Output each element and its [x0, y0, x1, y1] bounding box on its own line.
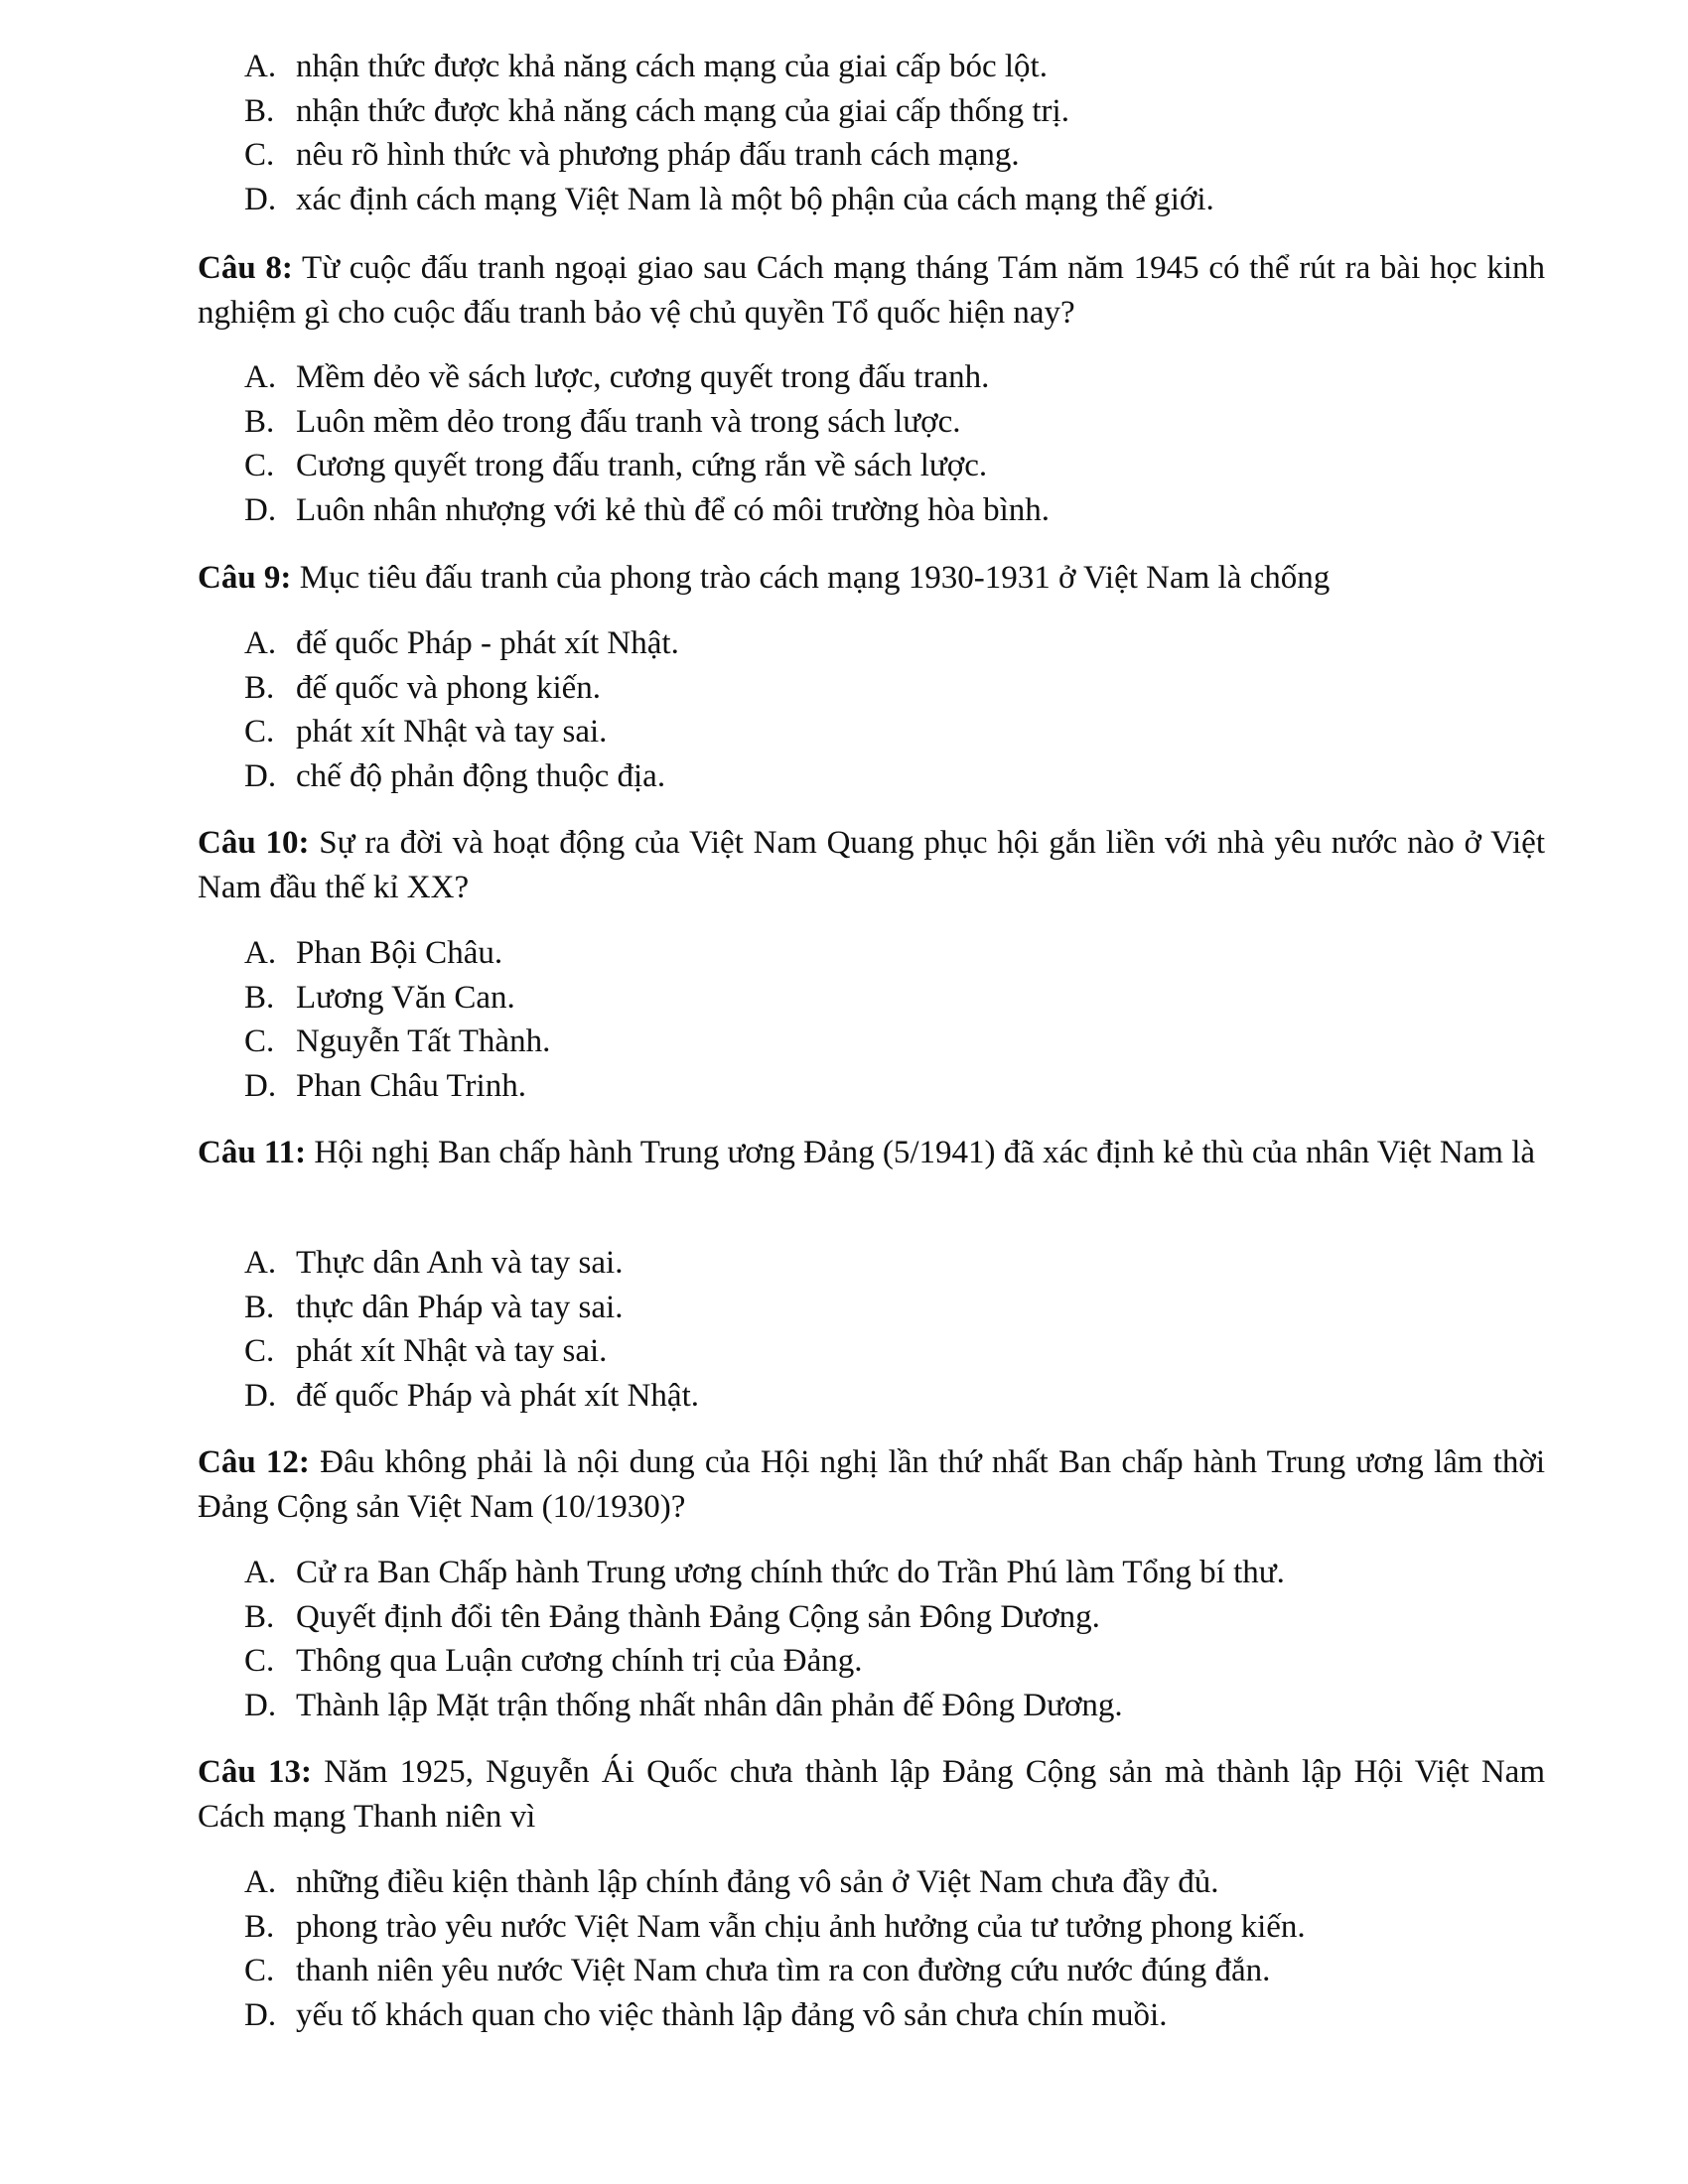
option-a — [244, 45, 1214, 89]
option-text: Thực dân Anh và tay sai. — [296, 1245, 624, 1281]
question-number: Câu 8: — [198, 250, 293, 286]
option-b — [244, 1905, 1306, 1950]
option-c — [244, 1329, 699, 1374]
option-d — [244, 1064, 550, 1109]
question-number: Câu 11: — [198, 1135, 307, 1170]
option-letter: C. — [244, 714, 275, 750]
option-letter: C. — [244, 1024, 275, 1059]
option-text: Phan Châu Trinh. — [296, 1067, 526, 1104]
question-8-options — [244, 355, 1050, 532]
option-a — [244, 1241, 699, 1286]
option-letter: C. — [244, 1643, 275, 1679]
option-text: chế độ phản động thuộc địa. — [296, 757, 666, 794]
option-d — [244, 1684, 1285, 1728]
option-text: phong trào yêu nước Việt Nam vẫn chịu ảnh hưởng của tư tưởng phong kiến. — [296, 1908, 1306, 1945]
option-letter: C. — [244, 1333, 275, 1369]
option-text: phát xít Nhật và tay sai. — [296, 714, 608, 750]
option-a — [244, 621, 679, 666]
option-text: Phan Bội Châu. — [296, 935, 503, 971]
option-letter: D. — [244, 1067, 277, 1104]
question-number: Câu 12: — [198, 1444, 310, 1480]
question-13 — [198, 1750, 1545, 1840]
option-c — [244, 133, 1214, 178]
question-text: Từ cuộc đấu tranh ngoại giao sau Cách mạng tháng Tám năm 1945 có thể rút ra bài học kinh nghiệm gì cho cuộc đấu tranh bảo vệ chủ quyền Tổ quốc hiện nay? — [198, 250, 1545, 331]
option-b — [244, 666, 679, 711]
question-text: Năm 1925, Nguyễn Ái Quốc chưa thành lập Đảng Cộng sản mà thành lập Hội Việt Nam Cách mạng Thanh niên vì — [198, 1754, 1545, 1835]
option-letter: B. — [244, 669, 275, 706]
option-a — [244, 1551, 1285, 1595]
option-b — [244, 1595, 1285, 1640]
option-text: đế quốc Pháp - phát xít Nhật. — [296, 625, 679, 661]
question-8 — [198, 246, 1545, 336]
option-a — [244, 931, 550, 976]
option-a — [244, 1860, 1306, 1905]
option-text: Mềm dẻo về sách lược, cương quyết trong đấu tranh. — [296, 359, 990, 395]
question-number: Câu 13: — [198, 1754, 312, 1790]
question-11 — [198, 1131, 1545, 1175]
option-text: Luôn mềm dẻo trong đấu tranh và trong sách lược. — [296, 403, 961, 440]
option-text: xác định cách mạng Việt Nam là một bộ phận của cách mạng thế giới. — [296, 181, 1214, 217]
option-d — [244, 178, 1214, 222]
option-text: Nguyễn Tất Thành. — [296, 1024, 551, 1059]
question-text: Mục tiêu đấu tranh của phong trào cách mạng 1930-1931 ở Việt Nam là chống — [299, 560, 1331, 596]
question-text: Sự ra đời và hoạt động của Việt Nam Quang phục hội gắn liền với nhà yêu nước nào ở Việt Nam đầu thế kỉ XX? — [198, 825, 1545, 905]
option-text: Thông qua Luận cương chính trị của Đảng. — [296, 1643, 863, 1679]
question-12-options — [244, 1551, 1285, 1727]
option-letter: B. — [244, 979, 275, 1016]
option-text: nhận thức được khả năng cách mạng của giai cấp thống trị. — [296, 92, 1069, 129]
question-number: Câu 9: — [198, 560, 292, 596]
option-text: phát xít Nhật và tay sai. — [296, 1333, 608, 1369]
option-d — [244, 1993, 1306, 2038]
question-7-options — [244, 45, 1214, 221]
option-text: yếu tố khách quan cho việc thành lập đảng vô sản chưa chín muồi. — [296, 1996, 1168, 2033]
option-letter: A. — [244, 1245, 277, 1281]
option-letter: C. — [244, 137, 275, 173]
option-text: nêu rõ hình thức và phương pháp đấu tranh cách mạng. — [296, 137, 1020, 173]
option-letter: D. — [244, 181, 277, 217]
option-letter: B. — [244, 1598, 275, 1635]
option-text: Thành lập Mặt trận thống nhất nhân dân phản đế Đông Dương. — [296, 1687, 1123, 1723]
option-text: nhận thức được khả năng cách mạng của giai cấp bóc lột. — [296, 49, 1048, 84]
option-letter: B. — [244, 1908, 275, 1945]
option-letter: D. — [244, 757, 277, 794]
option-letter: D. — [244, 1996, 277, 2033]
question-number: Câu 10: — [198, 825, 310, 861]
option-text: Luôn nhân nhượng với kẻ thù để có môi trường hòa bình. — [296, 491, 1051, 528]
option-text: Lương Văn Can. — [296, 979, 515, 1016]
option-letter: B. — [244, 403, 275, 440]
option-letter: A. — [244, 359, 277, 395]
option-b — [244, 976, 550, 1021]
option-c — [244, 1020, 550, 1064]
question-10 — [198, 821, 1545, 910]
question-12 — [198, 1440, 1545, 1530]
option-d — [244, 488, 1050, 533]
option-letter: A. — [244, 935, 277, 971]
option-letter: A. — [244, 625, 277, 661]
option-c — [244, 1949, 1306, 1993]
option-letter: C. — [244, 448, 275, 483]
option-c — [244, 444, 1050, 488]
question-9-options — [244, 621, 679, 798]
question-text: Hội nghị Ban chấp hành Trung ương Đảng (5/1941) đã xác định kẻ thù của nhân Việt Nam là — [314, 1135, 1536, 1170]
question-9 — [198, 556, 1545, 601]
option-letter: D. — [244, 1687, 277, 1723]
option-letter: B. — [244, 92, 275, 129]
option-text: thực dân Pháp và tay sai. — [296, 1289, 624, 1325]
option-text: những điều kiện thành lập chính đảng vô sản ở Việt Nam chưa đầy đủ. — [296, 1864, 1219, 1900]
option-letter: B. — [244, 1289, 275, 1325]
option-letter: D. — [244, 1377, 277, 1414]
option-text: Cử ra Ban Chấp hành Trung ương chính thức do Trần Phú làm Tổng bí thư. — [296, 1555, 1285, 1590]
question-11-options — [244, 1241, 699, 1418]
question-13-options — [244, 1860, 1306, 2037]
option-text: thanh niên yêu nước Việt Nam chưa tìm ra con đường cứu nước đúng đắn. — [296, 1953, 1271, 1988]
option-letter: A. — [244, 49, 277, 84]
option-text: Quyết định đổi tên Đảng thành Đảng Cộng sản Đông Dương. — [296, 1598, 1100, 1635]
option-c — [244, 710, 679, 754]
option-c — [244, 1639, 1285, 1684]
option-b — [244, 400, 1050, 445]
option-b — [244, 89, 1214, 134]
option-text: Cương quyết trong đấu tranh, cứng rắn về sách lược. — [296, 448, 988, 483]
option-letter: C. — [244, 1953, 275, 1988]
option-d — [244, 754, 679, 799]
option-letter: A. — [244, 1864, 277, 1900]
option-b — [244, 1286, 699, 1330]
option-text: đế quốc và phong kiến. — [296, 669, 602, 706]
question-10-options — [244, 931, 550, 1108]
option-d — [244, 1374, 699, 1419]
option-a — [244, 355, 1050, 400]
question-text: Đâu không phải là nội dung của Hội nghị lần thứ nhất Ban chấp hành Trung ương lâm thời Đảng Cộng sản Việt Nam (10/1930)? — [198, 1444, 1545, 1525]
option-letter: D. — [244, 491, 277, 528]
option-text: đế quốc Pháp và phát xít Nhật. — [296, 1377, 699, 1414]
option-letter: A. — [244, 1555, 277, 1590]
